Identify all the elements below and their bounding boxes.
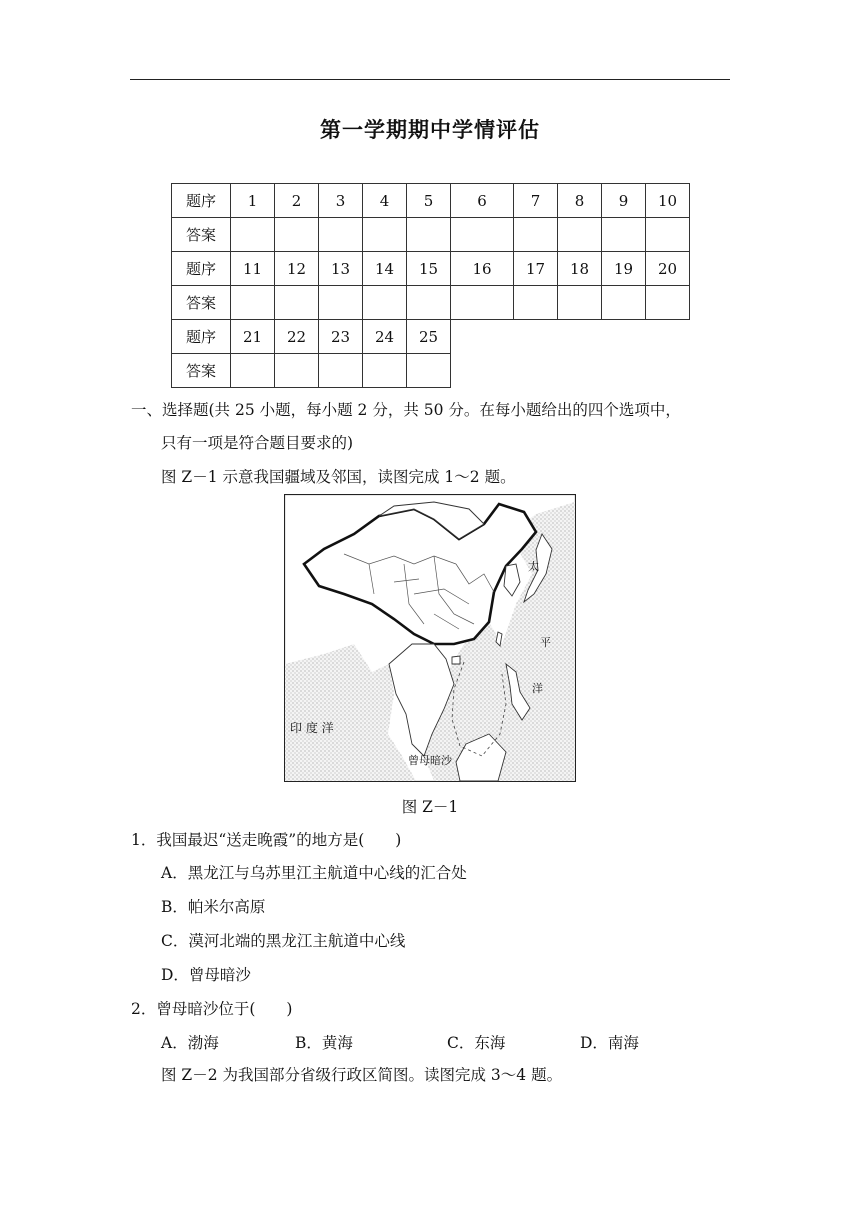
pacific-label-3: 洋: [532, 682, 543, 695]
answer-cell[interactable]: [451, 286, 514, 320]
question-1-option-a[interactable]: A．黑龙江与乌苏里江主航道中心线的汇合处: [161, 864, 467, 882]
zengmu-label: 曾母暗沙: [408, 754, 452, 767]
qnum-cell: 8: [558, 184, 602, 218]
qnum-cell: 23: [319, 320, 363, 354]
empty-space: [451, 320, 690, 354]
question-number-row: [172, 184, 690, 218]
answer-cell[interactable]: [231, 354, 275, 388]
answer-cell[interactable]: [646, 218, 690, 252]
hainan-island: [452, 656, 460, 664]
qnum-cell: 24: [363, 320, 407, 354]
answer-row: [172, 218, 690, 252]
answer-cell[interactable]: [514, 218, 558, 252]
qnum-cell: 13: [319, 252, 363, 286]
answer-row: [172, 354, 690, 388]
pacific-label-1: 太: [528, 560, 539, 573]
question-2-option-c[interactable]: C．东海: [447, 1034, 506, 1052]
answer-cell[interactable]: [451, 218, 514, 252]
answer-table: [171, 183, 690, 388]
question-1-stem: 1．我国最迟“送走晚霞”的地方是( ): [131, 831, 402, 849]
answer-cell[interactable]: [231, 286, 275, 320]
qnum-cell: 15: [407, 252, 451, 286]
answer-cell[interactable]: [363, 286, 407, 320]
answer-cell[interactable]: [319, 354, 363, 388]
answer-cell[interactable]: [558, 286, 602, 320]
row-label: 答案: [172, 218, 231, 252]
row-label: 题序: [172, 252, 231, 286]
row-label: 题序: [172, 320, 231, 354]
qnum-cell: 20: [646, 252, 690, 286]
qnum-cell: 3: [319, 184, 363, 218]
page-title: 第一学期期中学情评估: [320, 118, 540, 142]
qnum-cell: 19: [602, 252, 646, 286]
figure-caption: 图 Z－1: [401, 798, 459, 816]
question-2-option-a[interactable]: A．渤海: [161, 1034, 219, 1052]
answer-cell[interactable]: [363, 218, 407, 252]
answer-cell[interactable]: [319, 286, 363, 320]
question-1-option-c[interactable]: C．漠河北端的黑龙江主航道中心线: [161, 932, 406, 950]
answer-cell[interactable]: [407, 354, 451, 388]
answer-cell[interactable]: [275, 218, 319, 252]
row-label: 答案: [172, 354, 231, 388]
question-1-option-b[interactable]: B．帕米尔高原: [161, 898, 266, 916]
qnum-cell: 21: [231, 320, 275, 354]
answer-cell[interactable]: [363, 354, 407, 388]
qnum-cell: 2: [275, 184, 319, 218]
answer-cell[interactable]: [514, 286, 558, 320]
qnum-cell: 4: [363, 184, 407, 218]
qnum-cell: 7: [514, 184, 558, 218]
qnum-cell: 25: [407, 320, 451, 354]
answer-cell[interactable]: [407, 286, 451, 320]
empty-space: [451, 354, 690, 388]
qnum-cell: 1: [231, 184, 275, 218]
answer-cell[interactable]: [275, 286, 319, 320]
question-2-option-b[interactable]: B．黄海: [295, 1034, 353, 1052]
section-heading: 一、选择题(共 25 小题，每小题 2 分，共 50 分。在每小题给出的四个选项中，: [131, 401, 681, 419]
answer-cell[interactable]: [646, 286, 690, 320]
qnum-cell: 18: [558, 252, 602, 286]
china-territory-map: [284, 494, 576, 782]
answer-row: [172, 286, 690, 320]
question-2-option-d[interactable]: D．南海: [580, 1034, 639, 1052]
qnum-cell: 14: [363, 252, 407, 286]
answer-cell[interactable]: [602, 286, 646, 320]
qnum-cell: 9: [602, 184, 646, 218]
answer-cell[interactable]: [602, 218, 646, 252]
answer-cell[interactable]: [319, 218, 363, 252]
qnum-cell: 16: [451, 252, 514, 286]
question-2-stem: 2．曾母暗沙位于( ): [131, 1000, 293, 1018]
indian-ocean-label: 印 度 洋: [290, 721, 334, 735]
question-number-row: [172, 320, 690, 354]
header-rule: [130, 79, 730, 80]
answer-cell[interactable]: [558, 218, 602, 252]
answer-cell[interactable]: [231, 218, 275, 252]
qnum-cell: 12: [275, 252, 319, 286]
question-number-row: [172, 252, 690, 286]
section-heading-cont: 只有一项是符合题目要求的): [161, 434, 354, 452]
qnum-cell: 22: [275, 320, 319, 354]
qnum-cell: 10: [646, 184, 690, 218]
figure-2-intro: 图 Z－2 为我国部分省级行政区简图。读图完成 3～4 题。: [161, 1066, 563, 1084]
qnum-cell: 5: [407, 184, 451, 218]
qnum-cell: 6: [451, 184, 514, 218]
answer-cell[interactable]: [275, 354, 319, 388]
question-1-option-d[interactable]: D．曾母暗沙: [161, 966, 251, 984]
qnum-cell: 11: [231, 252, 275, 286]
answer-cell[interactable]: [407, 218, 451, 252]
qnum-cell: 17: [514, 252, 558, 286]
pacific-label-2: 平: [540, 636, 551, 649]
figure-intro: 图 Z－1 示意我国疆域及邻国，读图完成 1～2 题。: [161, 468, 516, 486]
row-label: 答案: [172, 286, 231, 320]
row-label: 题序: [172, 184, 231, 218]
